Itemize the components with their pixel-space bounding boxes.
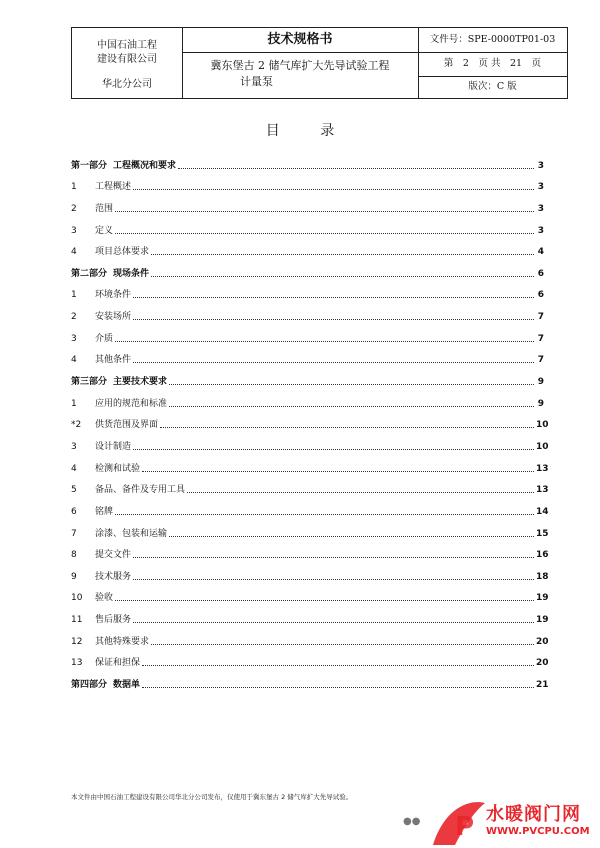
toc-dot-leader: [169, 535, 534, 537]
toc-entry-page: 18: [536, 571, 549, 582]
page-info: 第 2 页 共 21 页: [418, 52, 567, 77]
toc-entry-number: 1: [71, 398, 77, 409]
watermark-text: 水暖阀门网: [486, 804, 581, 825]
toc-entry-page: 6: [537, 290, 544, 301]
toc-item-entry[interactable]: [71, 582, 549, 604]
toc-dot-leader: [169, 383, 534, 385]
toc-item-entry[interactable]: [71, 322, 544, 344]
toc-item-entry[interactable]: [71, 495, 549, 517]
toc-dot-leader: [151, 275, 534, 277]
toc-entry-page: 21: [536, 680, 549, 691]
version: 版次：C 版: [468, 81, 517, 92]
toc-entry-page: 7: [537, 333, 544, 344]
toc-entry-page: 19: [536, 593, 549, 604]
toc-entry-number: 10: [71, 593, 83, 604]
doc-title: [182, 52, 418, 90]
toc-entry-label: 备品、备件及专用工具: [95, 485, 186, 496]
toc-entry-page: 7: [537, 355, 544, 366]
toc-entry-number: 5: [71, 485, 77, 496]
toc-dot-leader: [115, 513, 534, 515]
toc-entry-page: 3: [537, 182, 544, 193]
toc-dot-leader: [115, 232, 534, 234]
toc-dot-leader: [142, 470, 534, 472]
toc-entry-label: 其他特殊要求: [95, 636, 150, 647]
company-branch: 华北分公司: [102, 79, 152, 90]
toc-entry-number: 1: [71, 182, 77, 193]
toc-entry-number: 第三部分: [71, 377, 108, 388]
toc-entry-number: 第一部分: [71, 160, 108, 171]
toc-dot-leader: [133, 556, 534, 558]
doc-title-line2: 计量泵: [240, 75, 273, 88]
toc-item-entry[interactable]: [71, 647, 549, 669]
toc-dot-leader: [142, 664, 534, 666]
toc-entry-number: 9: [71, 571, 77, 582]
toc-dot-leader: [115, 599, 534, 601]
toc-title: 目 录: [265, 123, 353, 139]
toc-item-entry[interactable]: [71, 387, 544, 409]
toc-entry-number: 11: [71, 615, 83, 626]
toc-entry-number: 3: [71, 441, 77, 452]
svg-text:P: P: [455, 812, 475, 842]
toc-entry-page: 14: [536, 506, 549, 517]
toc-entry-label: 技术服务: [95, 571, 132, 582]
toc-entry-label: 安装场所: [95, 312, 132, 323]
toc-entry-page: 10: [536, 420, 549, 431]
toc-entry-page: 13: [536, 485, 549, 496]
toc-entry-label: 环境条件: [95, 290, 132, 301]
toc-item-entry[interactable]: [71, 192, 544, 214]
toc-entry-number: 2: [71, 203, 77, 214]
toc-entry-label: 保证和担保: [95, 658, 141, 669]
toc-item-entry[interactable]: [71, 300, 544, 322]
toc-entry-label: 定义: [95, 225, 114, 236]
toc-item-entry[interactable]: [71, 474, 549, 496]
toc-entry-label: 供货范围及界面: [95, 420, 159, 431]
toc-item-entry[interactable]: [71, 625, 549, 647]
title-cell: [182, 28, 419, 98]
toc-entry-number: 8: [71, 550, 77, 561]
toc-part-entry[interactable]: [71, 668, 549, 691]
toc-entry-number: 6: [71, 506, 77, 517]
toc-entry-number: 2: [71, 312, 77, 323]
toc-item-entry[interactable]: [71, 560, 549, 582]
toc-entry-label: 工程概况和要求: [113, 160, 177, 171]
toc-entry-number: 4: [71, 463, 77, 474]
toc-entry-label: 范围: [95, 203, 114, 214]
toc-entry-label: 项目总体要求: [95, 247, 150, 258]
toc-entry-label: 提交文件: [95, 550, 132, 561]
toc-dot-leader: [178, 167, 534, 169]
toc-dot-leader: [133, 578, 534, 580]
toc-entry-label: 铭牌: [95, 506, 114, 517]
toc-entry-page: 20: [536, 658, 549, 669]
toc-entry-number: 12: [71, 636, 83, 647]
toc-entry-label: 涂漆、包装和运输: [95, 528, 168, 539]
toc-entry-number: 3: [71, 333, 77, 344]
toc-entry-page: 10: [536, 441, 549, 452]
file-number: 文件号：SPE-0000TP01-03: [418, 28, 567, 53]
toc-entry-number: 7: [71, 528, 77, 539]
watermark-url: WWW.PVCPU.COM: [486, 826, 590, 837]
toc-entry-page: 9: [537, 398, 544, 409]
toc-dot-leader: [133, 448, 534, 450]
toc-dot-leader: [133, 621, 534, 623]
toc-entry-page: 9: [537, 377, 544, 388]
doc-title-line1: 冀东堡古 2 储气库扩大先导试验工程: [210, 59, 390, 72]
toc-entry-number: 4: [71, 355, 77, 366]
toc-dot-leader: [151, 643, 534, 645]
toc-list: [71, 149, 549, 691]
toc-entry-label: 工程概述: [95, 182, 132, 193]
toc-dot-leader: [133, 188, 534, 190]
toc-entry-page: 4: [537, 247, 544, 258]
toc-part-entry[interactable]: [71, 149, 544, 171]
toc-item-entry[interactable]: [71, 214, 544, 236]
toc-dot-leader: [169, 405, 534, 407]
toc-entry-label: 售后服务: [95, 615, 132, 626]
toc-entry-page: 3: [537, 160, 544, 171]
toc-item-entry[interactable]: [71, 409, 549, 431]
toc-entry-label: 现场条件: [113, 268, 150, 279]
toc-entry-label: 设计制造: [95, 441, 132, 452]
toc-item-entry[interactable]: [71, 236, 544, 258]
toc-dot-leader: [151, 253, 534, 255]
company-name-line1: 中国石油工程: [97, 40, 157, 51]
document-header-table: [71, 27, 568, 99]
toc-dot-leader: [133, 318, 534, 320]
toc-entry-label: 应用的规范和标准: [95, 398, 168, 409]
toc-part-entry[interactable]: [71, 365, 544, 387]
toc-entry-label: 主要技术要求: [113, 377, 168, 388]
toc-dot-leader: [133, 361, 534, 363]
toc-entry-number: 第四部分: [71, 680, 108, 691]
toc-entry-number: 13: [71, 658, 83, 669]
toc-entry-page: 19: [536, 615, 549, 626]
toc-part-entry[interactable]: [71, 257, 544, 279]
toc-entry-label: 介质: [95, 333, 114, 344]
toc-entry-page: 16: [536, 550, 549, 561]
toc-entry-number: 第二部分: [71, 268, 108, 279]
toc-item-entry[interactable]: [71, 344, 544, 366]
toc-item-entry[interactable]: [71, 539, 549, 561]
toc-entry-number: 4: [71, 247, 77, 258]
toc-dot-leader: [187, 491, 534, 493]
toc-item-entry[interactable]: [71, 603, 549, 626]
toc-item-entry[interactable]: [71, 452, 549, 474]
wechat-icon: ●●: [403, 816, 421, 827]
company-cell: [72, 28, 183, 98]
doc-type: 技术规格书: [182, 28, 418, 53]
toc-item-entry[interactable]: [71, 171, 544, 193]
toc-dot-leader: [133, 296, 534, 298]
toc-dot-leader: [115, 340, 534, 342]
toc-item-entry[interactable]: [71, 279, 544, 301]
toc-entry-page: 15: [536, 528, 549, 539]
company-name-line2: 建设有限公司: [97, 54, 157, 65]
toc-dot-leader: [115, 210, 534, 212]
toc-item-entry[interactable]: [71, 430, 549, 452]
toc-entry-page: 7: [537, 312, 544, 323]
toc-entry-page: 6: [537, 268, 544, 279]
toc-entry-number: *2: [71, 420, 82, 431]
toc-entry-page: 3: [537, 203, 544, 214]
toc-entry-label: 数据单: [113, 680, 141, 691]
toc-entry-label: 检测和试验: [95, 463, 141, 474]
toc-item-entry[interactable]: [71, 517, 549, 539]
toc-dot-leader: [142, 686, 534, 688]
toc-entry-label: 验收: [95, 593, 114, 604]
toc-entry-number: 1: [71, 290, 77, 301]
footer-note: 本文件由中国石油工程建设有限公司华北分公司发布，仅使用于冀东堡古 2 储气库扩大先导试验。: [71, 793, 353, 801]
toc-entry-page: 20: [536, 636, 549, 647]
meta-cell: [418, 28, 567, 98]
toc-entry-label: 其他条件: [95, 355, 132, 366]
toc-entry-page: 13: [536, 463, 549, 474]
toc-entry-number: 3: [71, 225, 77, 236]
toc-dot-leader: [160, 426, 534, 428]
toc-entry-page: 3: [537, 225, 544, 236]
